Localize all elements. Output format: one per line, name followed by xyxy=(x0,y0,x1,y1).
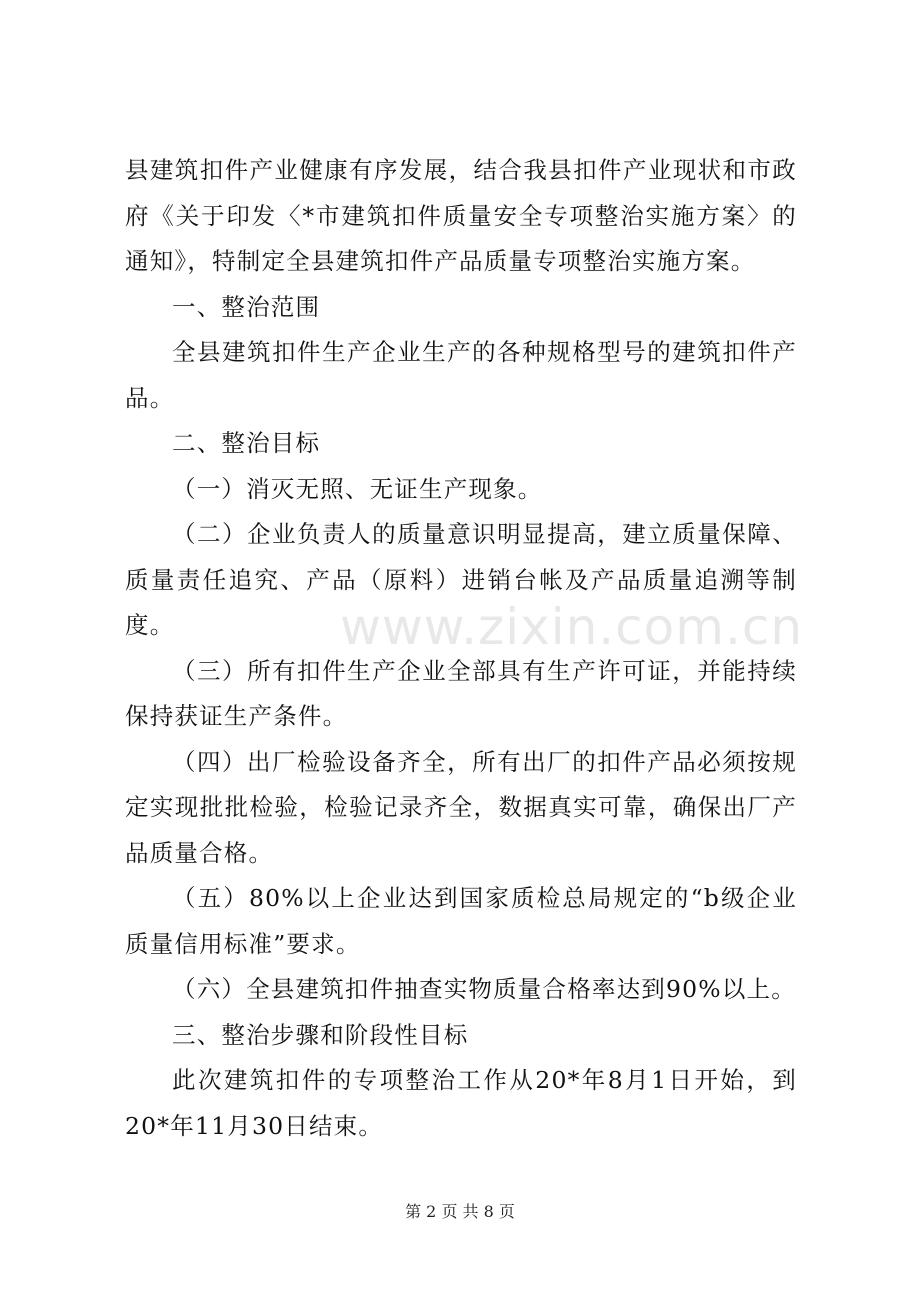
section-heading-steps: 三、整治步骤和阶段性目标 xyxy=(172,1020,469,1049)
paragraph-intro-continuation: 县建筑扣件产业健康有序发展，结合我县扣件产业现状和市政府《关于印发〈*市建筑扣件质量安全专项整治实施方案〉的通知》，特制定全县建筑扣件产品质量专项整治实施方案。 xyxy=(125,156,797,275)
paragraph-schedule: 此次建筑扣件的专项整治工作从20*年8月1日开始，到20*年11月30日结束。 xyxy=(125,1066,797,1140)
watermark: www.zixin.com.cn xyxy=(340,598,804,656)
goal-item-1: （一）消灭无照、无证生产现象。 xyxy=(172,474,543,503)
section-heading-goals: 二、整治目标 xyxy=(172,429,321,457)
goal-item-2: （二）企业负责人的质量意识明显提高，建立质量保障、质量责任追究、产品（原料）进销台帐及产品质量追溯等制度。 xyxy=(125,520,797,639)
document-body xyxy=(125,148,797,1149)
paragraph-scope: 全县建筑扣件生产企业生产的各种规格型号的建筑扣件产品。 xyxy=(125,338,797,412)
goal-item-4: （四）出厂检验设备齐全，所有出厂的扣件产品必须按规定实现批批检验，检验记录齐全，数据真实可靠，确保出厂产品质量合格。 xyxy=(125,747,797,867)
section-heading-scope: 一、整治范围 xyxy=(172,292,321,321)
page-footer: 第 2 页 共 8 页 xyxy=(405,1202,515,1221)
goal-item-5: （五）80%以上企业达到国家质检总局规定的“b级企业质量信用标准”要求。 xyxy=(125,884,797,958)
goal-item-3: （三）所有扣件生产企业全部具有生产许可证，并能持续保持获证生产条件。 xyxy=(125,656,797,730)
goal-item-6: （六）全县建筑扣件抽查实物质量合格率达到90%以上。 xyxy=(172,975,796,1003)
